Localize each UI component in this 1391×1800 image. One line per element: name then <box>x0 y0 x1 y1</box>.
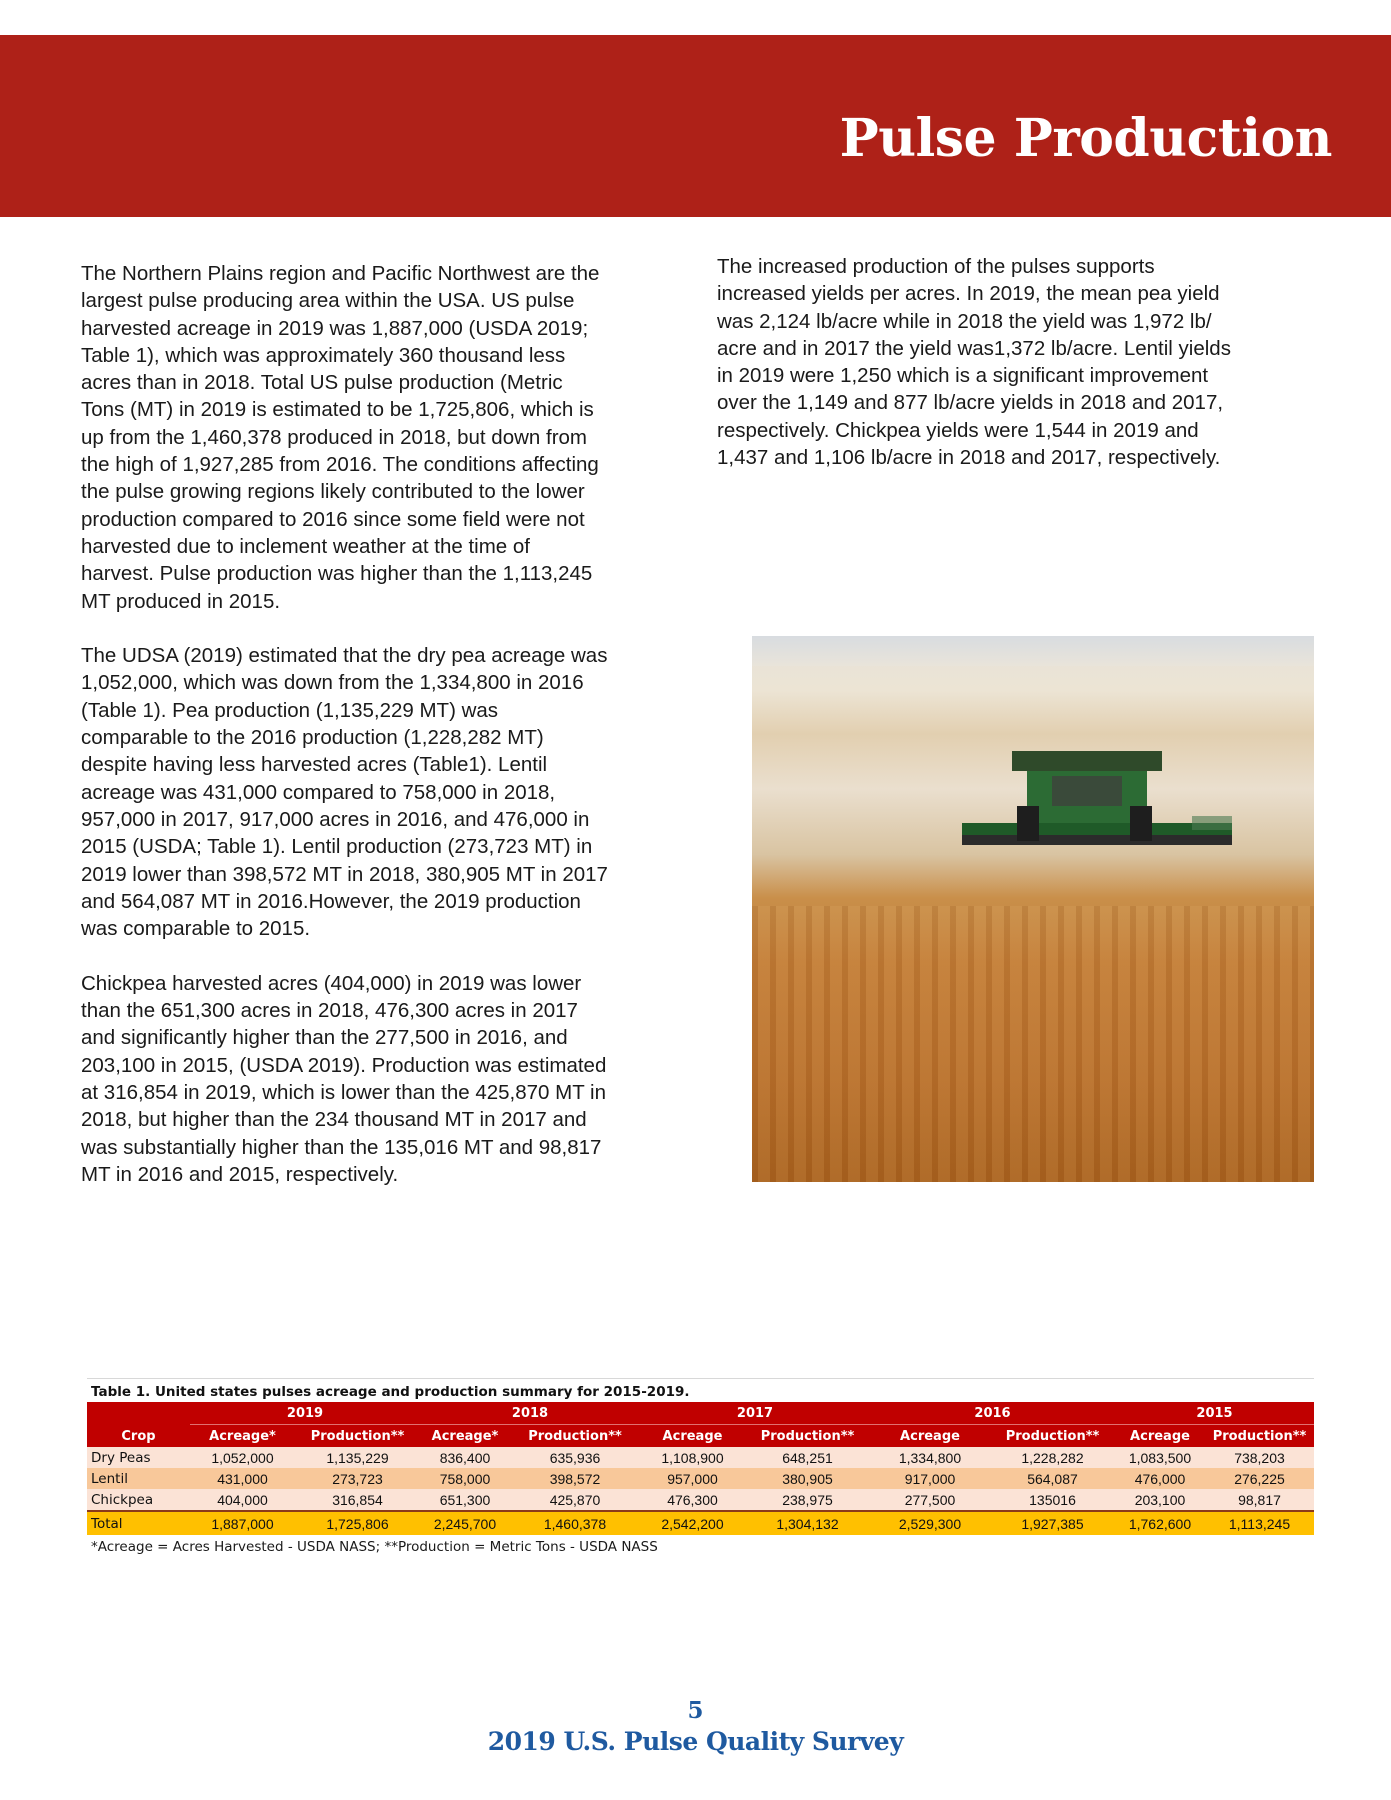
text-line: harvested acreage in 2019 was 1,887,000 (USDA 2019; <box>81 316 589 340</box>
text-line: in 2019 were 1,250 which is a significant improvement <box>717 364 1209 388</box>
text-line: despite having less harvested acres (Table1). Lentil <box>81 753 548 777</box>
crop-header: Crop <box>87 1402 190 1447</box>
value-cell: 2,542,200 <box>640 1511 745 1535</box>
value-cell: 1,927,385 <box>990 1511 1115 1535</box>
value-cell: 1,083,500 <box>1115 1447 1205 1468</box>
table-title: Table 1. United states pulses acreage and production summary for 2015-2019. <box>91 1384 690 1400</box>
photo-field <box>752 906 1314 1182</box>
text-line: The Northern Plains region and Pacific Northwest are the <box>81 262 600 285</box>
value-cell: 476,300 <box>640 1489 745 1511</box>
year-header: 2015 <box>1115 1402 1314 1425</box>
value-cell: 1,334,800 <box>870 1447 990 1468</box>
text-line: largest pulse producing area within the USA. US pulse <box>81 289 575 313</box>
table-row <box>87 1447 1314 1468</box>
production-header: Production** <box>295 1425 420 1448</box>
text-line: was 2,124 lb/acre while in 2018 the yield was 1,972 lb/ <box>717 309 1212 333</box>
text-line: harvested due to inclement weather at the time of <box>81 534 530 558</box>
page-title: Pulse Production <box>839 108 1332 169</box>
value-cell: 380,905 <box>745 1468 870 1489</box>
text-line: (Table 1). Pea production (1,135,229 MT) was <box>81 698 499 722</box>
acreage-header: Acreage* <box>420 1425 510 1448</box>
year-header: 2017 <box>640 1402 870 1425</box>
text-line: the high of 1,927,285 from 2016. The conditions affecting <box>81 453 599 477</box>
value-cell: 404,000 <box>190 1489 295 1511</box>
year-header: 2016 <box>870 1402 1115 1425</box>
text-line: Chickpea harvested acres (404,000) in 2019 was lower <box>81 971 582 995</box>
text-line: 2019 lower than 398,572 MT in 2018, 380,905 MT in 2017 <box>81 862 608 886</box>
acreage-header: Acreage <box>870 1425 990 1448</box>
value-cell: 98,817 <box>1205 1489 1314 1511</box>
text-line: and significantly higher than the 277,500 in 2016, and <box>81 1026 568 1050</box>
value-cell: 476,000 <box>1115 1468 1205 1489</box>
text-line: over the 1,149 and 877 lb/acre yields in 2018 and 2017, <box>717 391 1224 415</box>
photo-sky <box>752 636 1314 666</box>
text-line: MT in 2016 and 2015, respectively. <box>81 1162 399 1186</box>
value-cell: 651,300 <box>420 1489 510 1511</box>
value-cell: 425,870 <box>510 1489 640 1511</box>
production-header: Production** <box>510 1425 640 1448</box>
value-cell: 1,113,245 <box>1205 1511 1314 1535</box>
value-cell: 398,572 <box>510 1468 640 1489</box>
value-cell: 277,500 <box>870 1489 990 1511</box>
publication-title: 2019 U.S. Pulse Quality Survey <box>487 1727 904 1756</box>
text-line: Table 1), which was approximately 360 thousand less <box>81 343 566 367</box>
acreage-header: Acreage* <box>190 1425 295 1448</box>
table-row <box>87 1489 1314 1511</box>
left-text-column <box>81 260 681 1215</box>
value-cell: 431,000 <box>190 1468 295 1489</box>
value-cell: 635,936 <box>510 1447 640 1468</box>
value-cell: 1,460,378 <box>510 1511 640 1535</box>
text-line: comparable to the 2016 production (1,228,282 MT) <box>81 726 544 750</box>
combine-harvester-illustration <box>812 731 1232 891</box>
crop-cell: Total <box>87 1511 190 1535</box>
text-line: 1,437 and 1,106 lb/acre in 2018 and 2017, respectively. <box>717 446 1221 470</box>
acreage-header: Acreage <box>1115 1425 1205 1448</box>
value-cell: 957,000 <box>640 1468 745 1489</box>
table-footnote: *Acreage = Acres Harvested - USDA NASS; **Production = Metric Tons - USDA NASS <box>91 1539 658 1555</box>
year-header: 2019 <box>190 1402 420 1425</box>
text-line: up from the 1,460,378 produced in 2018, but down from <box>81 425 588 449</box>
text-line: respectively. Chickpea yields were 1,544 in 2019 and <box>717 418 1199 442</box>
value-cell: 2,529,300 <box>870 1511 990 1535</box>
right-text-column <box>717 253 1327 499</box>
value-cell: 2,245,700 <box>420 1511 510 1535</box>
text-line: at 316,854 in 2019, which is lower than the 425,870 MT in <box>81 1080 606 1104</box>
value-cell: 1,052,000 <box>190 1447 295 1468</box>
crop-cell: Chickpea <box>87 1489 190 1511</box>
value-cell: 836,400 <box>420 1447 510 1468</box>
production-header: Production** <box>1205 1425 1314 1448</box>
text-line: The increased production of the pulses supports <box>717 255 1155 278</box>
paragraph <box>81 970 681 1188</box>
text-line: 2015 (USDA; Table 1). Lentil production (273,723 MT) in <box>81 835 593 859</box>
value-cell: 738,203 <box>1205 1447 1314 1468</box>
text-line: was comparable to 2015. <box>81 917 311 941</box>
crop-cell: Lentil <box>87 1468 190 1489</box>
text-line: than the 651,300 acres in 2018, 476,300 acres in 2017 <box>81 999 578 1023</box>
text-line: 203,100 in 2015, (USDA 2019). Production was estimated <box>81 1053 607 1077</box>
table-row <box>87 1468 1314 1489</box>
paragraph <box>81 642 681 942</box>
text-line: acreage was 431,000 compared to 758,000 in 2018, <box>81 780 556 804</box>
value-cell: 1,304,132 <box>745 1511 870 1535</box>
production-header: Production** <box>745 1425 870 1448</box>
text-line: was substantially higher than the 135,016 MT and 98,817 <box>81 1135 602 1159</box>
value-cell: 648,251 <box>745 1447 870 1468</box>
pulse-summary-table <box>87 1402 1314 1535</box>
text-line: 1,052,000, which was down from the 1,334,800 in 2016 <box>81 671 584 695</box>
year-header: 2018 <box>420 1402 640 1425</box>
text-line: and 564,087 MT in 2016.However, the 2019 production <box>81 889 581 913</box>
text-line: increased yields per acres. In 2019, the mean pea yield <box>717 282 1220 306</box>
text-line: The UDSA (2019) estimated that the dry pea acreage was <box>81 644 608 668</box>
value-cell: 1,108,900 <box>640 1447 745 1468</box>
text-line: MT produced in 2015. <box>81 589 281 613</box>
text-line: production compared to 2016 since some field were not <box>81 507 585 531</box>
text-line: acre and in 2017 the yield was1,372 lb/acre. Lentil yields <box>717 336 1231 360</box>
total-row <box>87 1511 1314 1535</box>
page-number: 5 <box>687 1697 704 1724</box>
value-cell: 273,723 <box>295 1468 420 1489</box>
paragraph <box>717 253 1327 471</box>
production-header: Production** <box>990 1425 1115 1448</box>
value-cell: 316,854 <box>295 1489 420 1511</box>
combine-harvester-photo <box>752 636 1314 1182</box>
value-cell: 1,228,282 <box>990 1447 1115 1468</box>
header-banner <box>0 35 1391 217</box>
text-line: the pulse growing regions likely contributed to the lower <box>81 480 585 504</box>
table-1 <box>87 1378 1314 1555</box>
text-line: Tons (MT) in 2019 is estimated to be 1,725,806, which is <box>81 398 594 422</box>
value-cell: 564,087 <box>990 1468 1115 1489</box>
table-divider <box>87 1378 1314 1379</box>
value-cell: 1,887,000 <box>190 1511 295 1535</box>
value-cell: 276,225 <box>1205 1468 1314 1489</box>
value-cell: 203,100 <box>1115 1489 1205 1511</box>
crop-cell: Dry Peas <box>87 1447 190 1468</box>
value-cell: 1,135,229 <box>295 1447 420 1468</box>
acreage-header: Acreage <box>640 1425 745 1448</box>
text-line: 957,000 in 2017, 917,000 acres in 2016, and 476,000 in <box>81 807 590 831</box>
value-cell: 238,975 <box>745 1489 870 1511</box>
value-cell: 1,725,806 <box>295 1511 420 1535</box>
text-line: acres than in 2018. Total US pulse production (Metric <box>81 371 563 395</box>
paragraph <box>81 260 681 615</box>
value-cell: 1,762,600 <box>1115 1511 1205 1535</box>
value-cell: 135016 <box>990 1489 1115 1511</box>
value-cell: 758,000 <box>420 1468 510 1489</box>
text-line: harvest. Pulse production was higher than the 1,113,245 <box>81 562 593 586</box>
text-line: 2018, but higher than the 234 thousand MT in 2017 and <box>81 1108 587 1132</box>
value-cell: 917,000 <box>870 1468 990 1489</box>
